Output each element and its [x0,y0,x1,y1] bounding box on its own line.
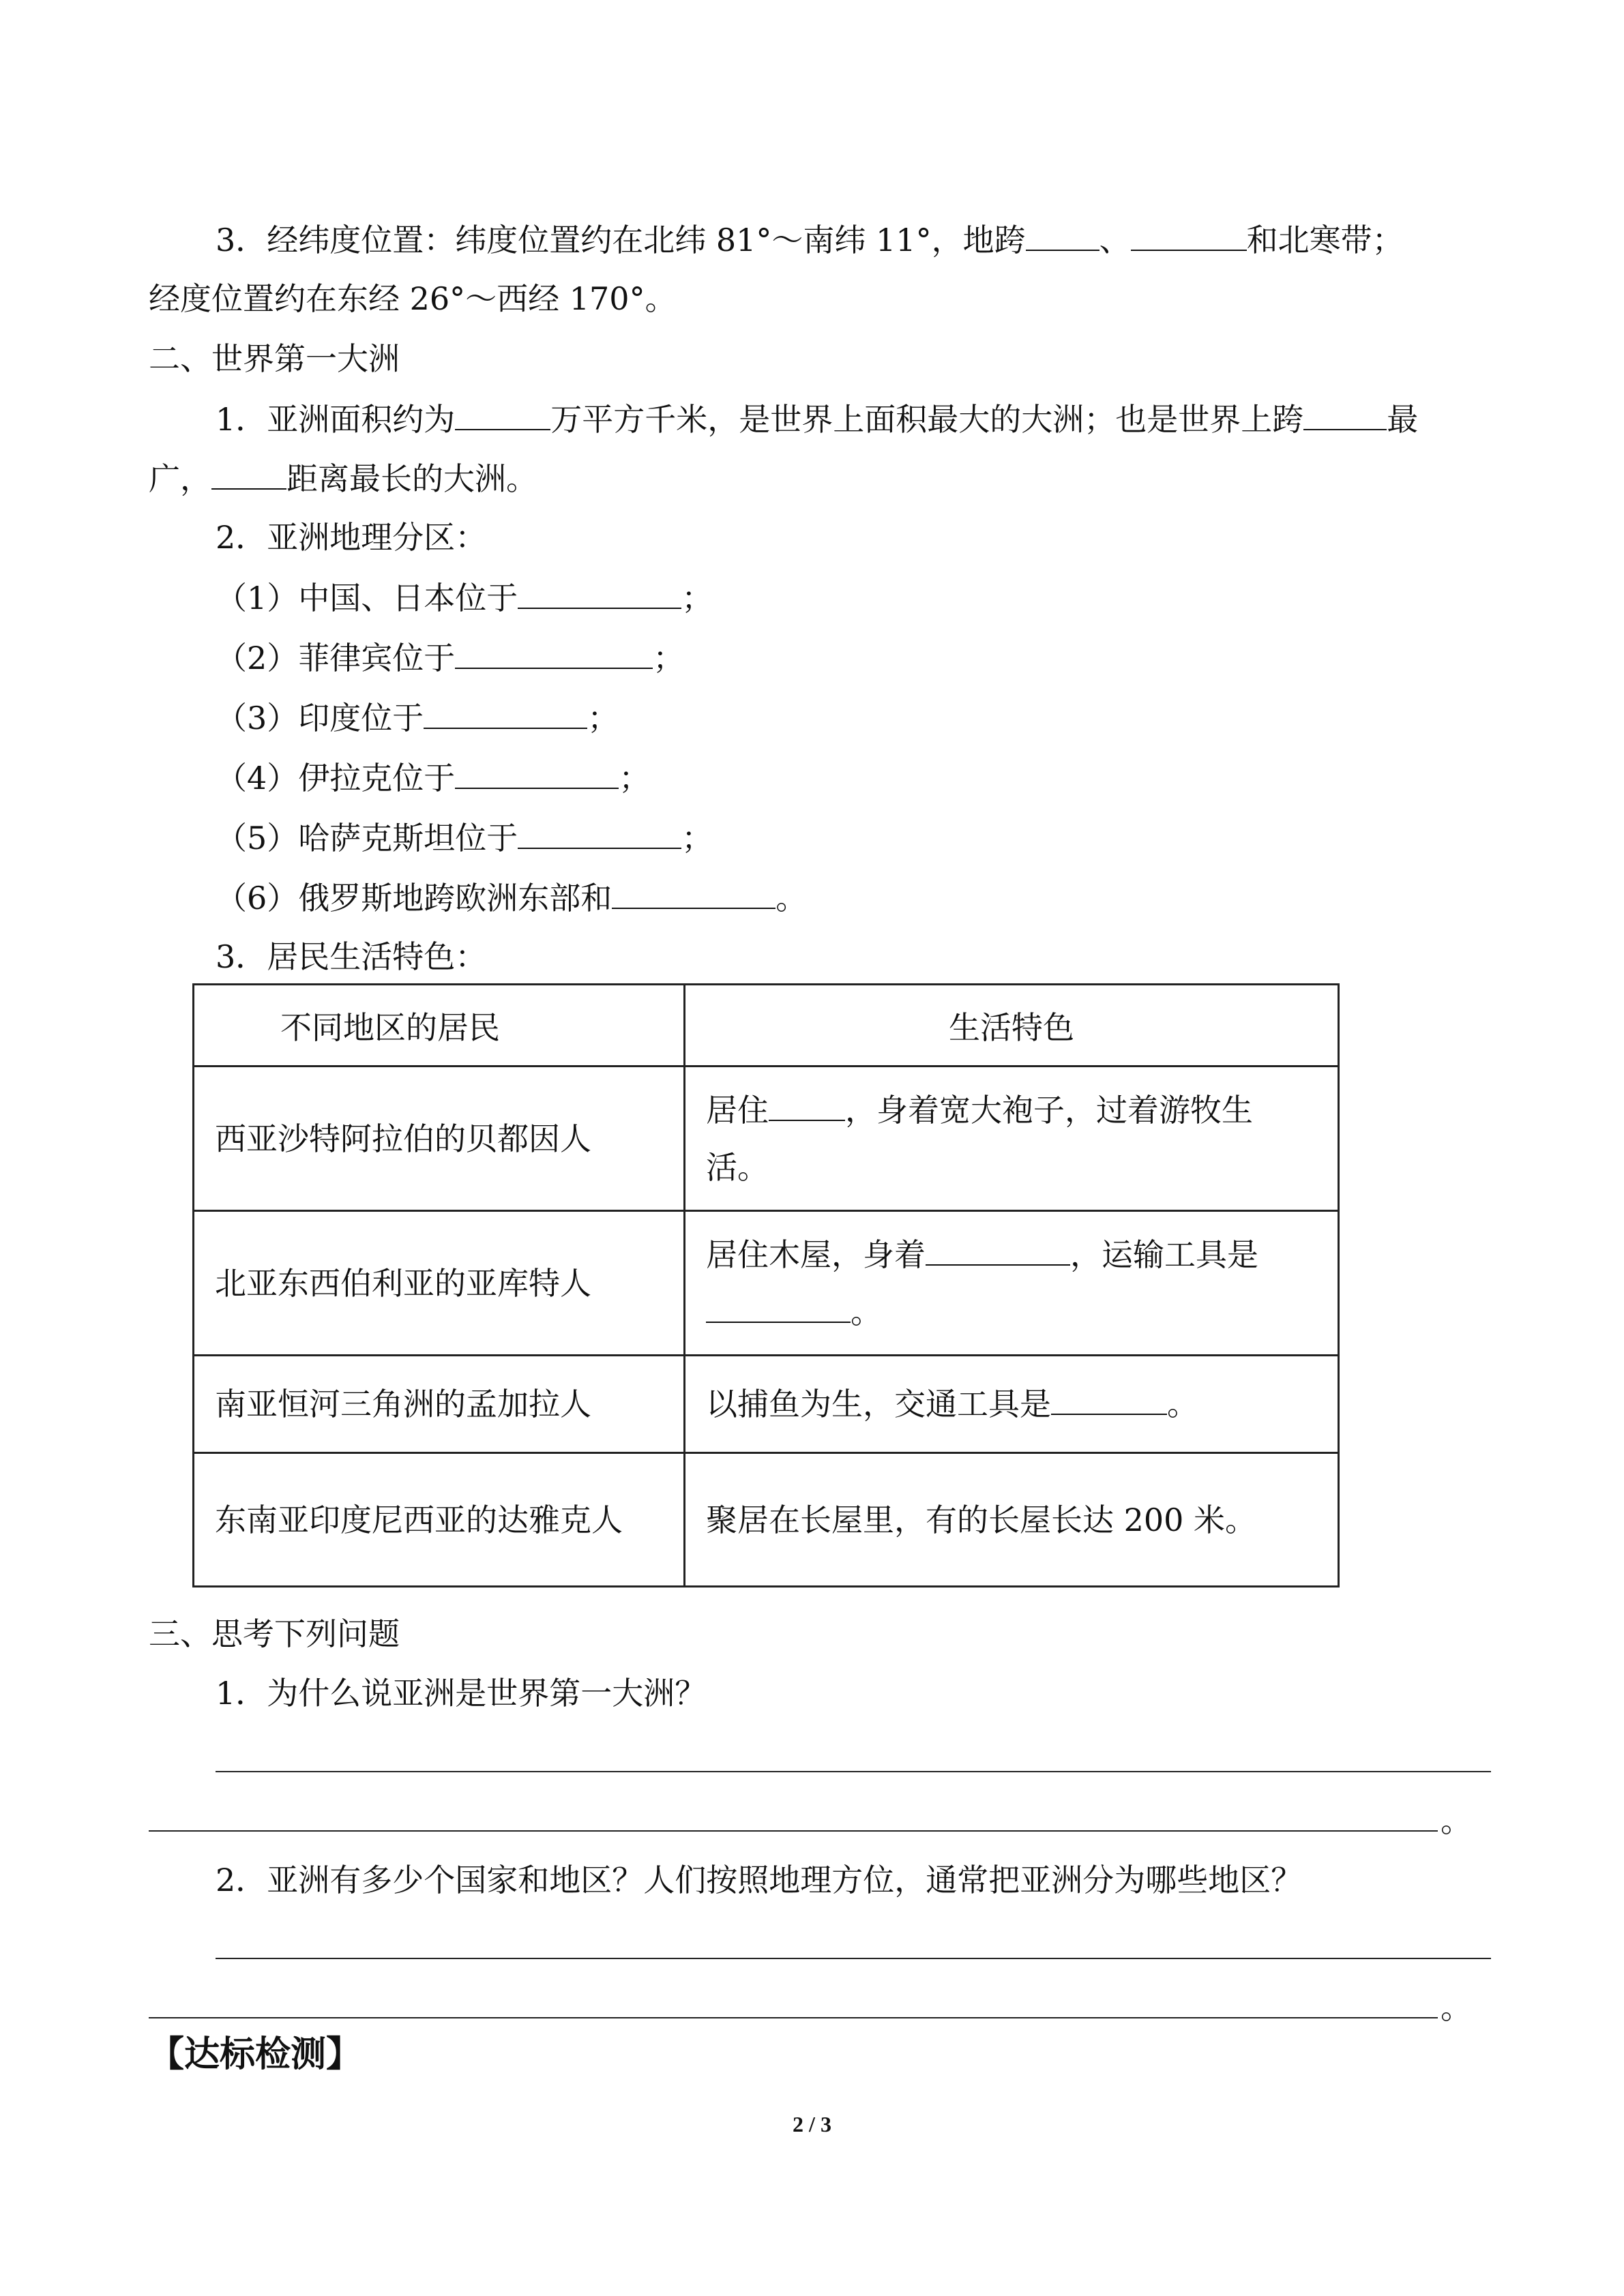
question-2: 2．亚洲有多少个国家和地区？人们按照地理方位，通常把亚洲分为哪些地区？ [216,1862,1303,1898]
answer-blank[interactable] [518,576,681,609]
region-label: （6）俄罗斯地跨欧洲东部和 [216,880,612,916]
resident-cell: 南亚恒河三角洲的孟加拉人 [194,1356,685,1453]
region-end: 。 [776,880,808,916]
q1-area-line2-tail: 距离最长的大洲。 [286,460,537,497]
answer-line[interactable] [216,1958,1491,1959]
region-label: （5）哈萨克斯坦位于 [216,820,518,856]
feature-text: ，身着宽大袍子，过着游牧生 [845,1091,1253,1129]
separator: 、 [1099,222,1131,258]
q3-latitude-tail: 和北寒带； [1246,222,1404,258]
feature-cell: 聚居在长屋里，有的长屋长达 200 米。 [685,1453,1339,1587]
table-header-cell: 不同地区的居民 [194,985,685,1067]
region-label: （4）伊拉克位于 [216,760,456,796]
feature-text: 居住 [706,1091,769,1129]
q1-area-line2 [149,457,537,499]
answer-line[interactable] [149,1830,1438,1832]
region-item [216,636,684,679]
q1-area-text: 1．亚洲面积约为 [216,401,456,438]
answer-period: 。 [1441,1989,1472,2026]
answer-blank[interactable] [518,816,681,849]
answer-blank[interactable] [455,636,653,669]
q1-area-tail: 最 [1387,401,1419,438]
answer-blank[interactable] [1026,218,1099,251]
q3-latitude-text: 3．经纬度位置：纬度位置约在北纬 81°～南纬 11°，地跨 [216,222,1026,258]
region-end: ； [653,640,685,676]
section-2-title: 二、世界第一大洲 [149,340,400,377]
feature-cell [685,1356,1339,1453]
answer-line[interactable] [149,2017,1438,2018]
region-label: （2）菲律宾位于 [216,640,456,676]
q1-area-mid: 万平方千米，是世界上面积最大的大洲；也是世界上跨 [550,401,1304,438]
region-item [216,816,713,859]
region-end: ； [619,760,651,796]
resident-cell: 北亚东西伯利亚的亚库特人 [194,1211,685,1356]
q3-latitude-line [216,218,1404,260]
feature-text: 。 [851,1293,882,1330]
table-row [194,1067,1339,1211]
region-end: ； [681,580,713,616]
residents-table [192,983,1340,1587]
feature-cell [685,1211,1339,1356]
q3-residents-title: 3．居民生活特色： [216,938,487,975]
feature-text: 。 [1167,1386,1198,1422]
feature-text: ，运输工具是 [1070,1236,1258,1273]
answer-blank[interactable] [211,457,286,490]
answer-period: 。 [1441,1802,1472,1839]
region-item [216,696,619,739]
answer-line[interactable] [216,1771,1491,1772]
table-row [194,1211,1339,1356]
feature-text: 活。 [706,1148,769,1186]
standard-test-heading: 【达标检测】 [149,2034,362,2075]
answer-blank[interactable] [424,696,587,729]
question-1: 1．为什么说亚洲是世界第一大洲？ [216,1675,707,1712]
answer-blank[interactable] [1131,218,1247,251]
answer-blank[interactable] [706,1290,851,1323]
region-item [216,876,807,919]
region-item [216,576,713,618]
region-label: （3）印度位于 [216,700,424,736]
resident-cell: 西亚沙特阿拉伯的贝都因人 [194,1067,685,1211]
answer-blank[interactable] [455,398,550,430]
answer-blank[interactable] [926,1233,1070,1266]
q2-regions-title: 2．亚洲地理分区： [216,519,487,556]
answer-blank[interactable] [612,876,776,909]
table-row [194,1453,1339,1587]
feature-cell [685,1067,1339,1211]
region-end: ； [587,700,619,736]
q1-area-line2-head: 广， [149,460,211,497]
section-3-title: 三、思考下列问题 [149,1615,400,1652]
feature-text: 以捕鱼为生，交通工具是 [706,1386,1051,1422]
q3-longitude-line: 经度位置约在东经 26°～西经 170°。 [149,280,677,317]
answer-blank[interactable] [1051,1382,1167,1415]
feature-text: 居住木屋，身着 [706,1236,926,1273]
region-label: （1）中国、日本位于 [216,580,518,616]
resident-cell: 东南亚印度尼西亚的达雅克人 [194,1453,685,1587]
table-header-cell: 生活特色 [685,985,1339,1067]
region-item [216,756,650,799]
q1-area-line [216,398,1418,440]
answer-blank[interactable] [769,1088,845,1121]
answer-blank[interactable] [455,756,619,789]
region-end: ； [681,820,713,856]
table-row [194,1356,1339,1453]
table-header-row [194,985,1339,1067]
answer-blank[interactable] [1303,398,1387,430]
page-number: 2 / 3 [793,2112,831,2136]
